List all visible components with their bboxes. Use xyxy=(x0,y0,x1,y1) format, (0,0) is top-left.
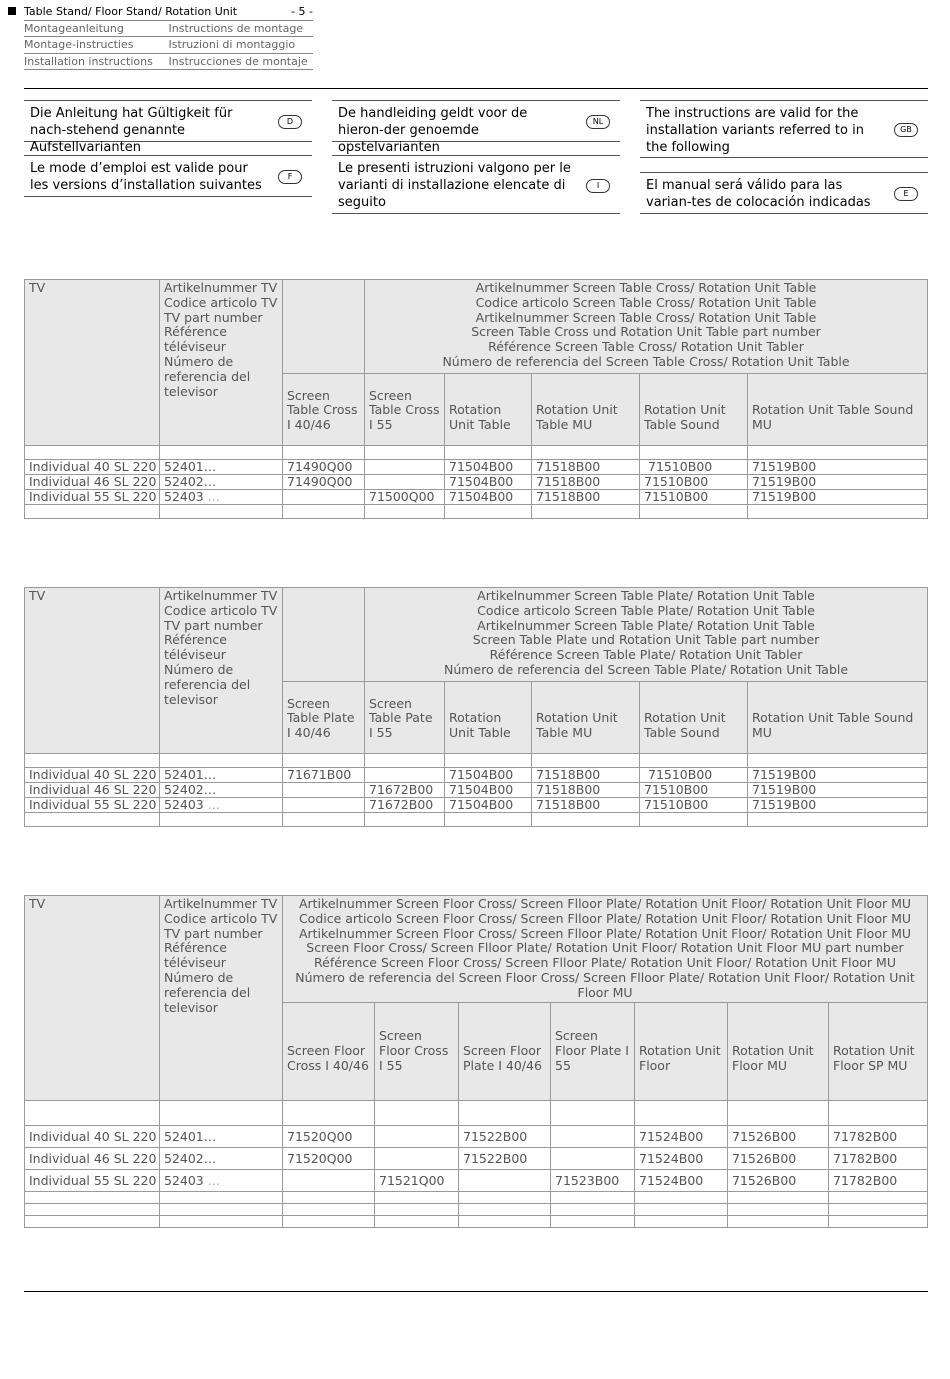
empty-cell xyxy=(25,1191,160,1203)
header-label: Installation instructions xyxy=(24,54,153,68)
tv-part: 52401… xyxy=(160,1125,283,1147)
cell: 71518B00 xyxy=(532,768,640,783)
cell: 71522B00 xyxy=(459,1125,551,1147)
empty-cell xyxy=(635,1203,728,1215)
empty-cell xyxy=(25,1203,160,1215)
cell: 71519B00 xyxy=(748,490,928,505)
column-header: Screen Table Plate I 40/46 xyxy=(283,682,365,754)
column-header: Rotation Unit Table xyxy=(445,682,532,754)
lang-text: De handleiding geldt voor de hieron-der genoemde opstelvarianten xyxy=(338,106,528,155)
empty-cell xyxy=(283,813,365,827)
cell: 71526B00 xyxy=(728,1169,829,1191)
lang-block-nl xyxy=(332,100,620,155)
tv-part: 52402… xyxy=(160,1147,283,1169)
empty-cell xyxy=(748,754,928,768)
page-number: - 5 - xyxy=(291,5,313,18)
cell: 71519B00 xyxy=(748,783,928,798)
empty-cell xyxy=(459,1215,551,1227)
tv-part: 52403 ... xyxy=(160,490,283,505)
cell: 71524B00 xyxy=(635,1125,728,1147)
cell: 71519B00 xyxy=(748,768,928,783)
table-row xyxy=(25,1147,928,1169)
header-label: Montageanleitung xyxy=(24,21,124,35)
cell xyxy=(365,460,445,475)
lang-badge: NL xyxy=(586,115,610,129)
cell: 71504B00 xyxy=(445,783,532,798)
empty-cell xyxy=(459,1191,551,1203)
table-row xyxy=(25,1169,928,1191)
empty-cell xyxy=(635,1191,728,1203)
ellipsis: ... xyxy=(207,1172,220,1188)
cell: 71518B00 xyxy=(532,490,640,505)
lang-badge: GB xyxy=(894,123,918,137)
empty-cell xyxy=(283,1100,375,1125)
empty-cell xyxy=(445,446,532,460)
table-row xyxy=(25,490,928,505)
cell: 71519B00 xyxy=(748,475,928,490)
lang-text: Le presenti istruzioni valgono per le varianti di installazione elencate di seguito xyxy=(338,161,571,210)
group-header: Artikelnummer Screen Floor Cross/ Screen Flloor Plate/ Rotation Unit Floor/ Rotation Unit Floor MU Codice articolo Screen Floor Cross/ Screen Flloor Plate/ Rotation Unit Floor/ Rotation Unit Floor MU Artikelnummer Screen Floor Cross/ Screen Flloor Plate/ Rotation Unit Floor/ Rotation Unit Floor MU Screen Floor Cross/ Screen Flloor Plate/ Rotation Unit Floor/ Rotation Unit Floor MU part number Référence Screen Floor Cross/ Screen Flloor Plate/ Rotation Unit Floor/ Rotation Unit Floor MU Número de referencia del Screen Floor Cross/ Screen Flloor Plate/ Rotation Unit Floor/ Rotation Unit Floor MU xyxy=(283,896,928,1003)
table-screen-table-cross xyxy=(24,279,928,519)
empty-cell xyxy=(25,1100,160,1125)
empty-cell xyxy=(748,446,928,460)
empty-cell xyxy=(365,754,445,768)
column-header: Rotation Unit Table Sound xyxy=(640,374,748,446)
column-header: Screen Table Cross I 55 xyxy=(365,374,445,446)
column-header: Rotation Unit Table MU xyxy=(532,682,640,754)
cell: 71510B00 xyxy=(640,783,748,798)
column-header: Rotation Unit Floor MU xyxy=(728,1002,829,1100)
header-label: Instructions de montage xyxy=(168,21,304,35)
tv-part: 52403 ... xyxy=(160,798,283,813)
lang-badge: E xyxy=(894,187,918,201)
cell: 71671B00 xyxy=(283,768,365,783)
table-row xyxy=(25,1125,928,1147)
column-header: Rotation Unit Floor SP MU xyxy=(829,1002,928,1100)
empty-cell xyxy=(829,1191,928,1203)
empty-cell xyxy=(551,1203,635,1215)
cell: 71510B00 xyxy=(640,490,748,505)
tv-model: Individual 46 SL 220 xyxy=(25,1147,160,1169)
empty-cell xyxy=(160,1191,283,1203)
empty-cell xyxy=(160,1100,283,1125)
tv-part: 52401… xyxy=(160,768,283,783)
empty-cell xyxy=(375,1191,459,1203)
tv-model: Individual 40 SL 220 xyxy=(25,460,160,475)
empty-cell xyxy=(365,505,445,519)
column-header: Screen Table Pate I 55 xyxy=(365,682,445,754)
empty-cell xyxy=(25,505,160,519)
empty-cell xyxy=(532,754,640,768)
cell: 71526B00 xyxy=(728,1147,829,1169)
cell: 71782B00 xyxy=(829,1169,928,1191)
cell: 71518B00 xyxy=(532,460,640,475)
cell: 71504B00 xyxy=(445,475,532,490)
cell: 71504B00 xyxy=(445,460,532,475)
empty-cell xyxy=(365,446,445,460)
cell xyxy=(283,490,365,505)
empty-cell xyxy=(640,754,748,768)
tv-model: Individual 46 SL 220 xyxy=(25,783,160,798)
cell: 71518B00 xyxy=(532,783,640,798)
empty-cell xyxy=(640,813,748,827)
empty-cell xyxy=(532,446,640,460)
group-header: Artikelnummer Screen Table Plate/ Rotation Unit Table Codice articolo Screen Table Plate/ Rotation Unit Table Artikelnummer Screen Table Plate/ Rotation Unit Table Screen Table Plate und Rotation Unit Table part number Référence Screen Table Plate/ Rotation Unit Tabler Número de referencia del Screen Table Plate/ Rotation Unit Table xyxy=(365,588,928,682)
cell: 71523B00 xyxy=(551,1169,635,1191)
column-header: Rotation Unit Table xyxy=(445,374,532,446)
empty-cell xyxy=(283,505,365,519)
cell: 71520Q00 xyxy=(283,1147,375,1169)
empty-cell xyxy=(551,1191,635,1203)
empty-cell xyxy=(283,754,365,768)
cell xyxy=(283,783,365,798)
header-title: Table Stand/ Floor Stand/ Rotation Unit xyxy=(24,5,238,18)
tv-part: 52402… xyxy=(160,783,283,798)
empty-cell xyxy=(160,813,283,827)
part-header: Artikelnummer TV Codice articolo TV TV part number Référence téléviseur Número de referencia del televisor xyxy=(160,280,283,446)
tv-model: Individual 55 SL 220 xyxy=(25,1169,160,1191)
cell xyxy=(459,1169,551,1191)
cell: 71782B00 xyxy=(829,1125,928,1147)
cell: 71518B00 xyxy=(532,798,640,813)
ellipsis: ... xyxy=(207,797,220,812)
empty-cell xyxy=(25,813,160,827)
cell: 71490Q00 xyxy=(283,460,365,475)
table-screen-floor xyxy=(24,895,928,1228)
cell: 71672B00 xyxy=(365,798,445,813)
tv-model: Individual 55 SL 220 xyxy=(25,798,160,813)
cell: 71510B00 xyxy=(640,798,748,813)
empty-cell xyxy=(160,446,283,460)
empty-cell xyxy=(532,505,640,519)
ellipsis: ... xyxy=(207,489,220,504)
column-header: Rotation Unit Floor xyxy=(635,1002,728,1100)
tv-part: 52401… xyxy=(160,460,283,475)
cell: 71518B00 xyxy=(532,475,640,490)
cell: 71519B00 xyxy=(748,798,928,813)
empty-cell xyxy=(640,505,748,519)
empty-cell xyxy=(283,1191,375,1203)
empty-cell xyxy=(375,1215,459,1227)
tv-header: TV xyxy=(25,280,160,446)
empty-cell xyxy=(640,446,748,460)
empty-cell xyxy=(445,754,532,768)
part-header: Artikelnummer TV Codice articolo TV TV part number Référence téléviseur Número de referencia del televisor xyxy=(160,588,283,754)
empty-cell xyxy=(728,1203,829,1215)
header-spacer xyxy=(283,588,365,682)
lang-badge: F xyxy=(278,170,302,184)
table-row xyxy=(25,460,928,475)
header-label: Istruzioni di montaggio xyxy=(168,38,296,51)
column-header: Rotation Unit Table Sound MU xyxy=(748,374,928,446)
empty-cell xyxy=(635,1215,728,1227)
table-row xyxy=(25,783,928,798)
column-header: Screen Floor Plate I 55 xyxy=(551,1002,635,1100)
cell: 71510B00 xyxy=(640,460,748,475)
cell: 71520Q00 xyxy=(283,1125,375,1147)
cell xyxy=(551,1147,635,1169)
tv-model: Individual 46 SL 220 xyxy=(25,475,160,490)
lang-text: The instructions are valid for the installation variants referred to in the following xyxy=(646,106,864,155)
header-spacer xyxy=(283,280,365,374)
cell: 71524B00 xyxy=(635,1147,728,1169)
table-screen-table-plate xyxy=(24,587,928,827)
empty-cell xyxy=(635,1100,728,1125)
empty-cell xyxy=(375,1100,459,1125)
empty-cell xyxy=(160,1215,283,1227)
tv-header: TV xyxy=(25,896,160,1101)
part-header: Artikelnummer TV Codice articolo TV TV part number Référence téléviseur Número de referencia del televisor xyxy=(160,896,283,1101)
lang-block-e xyxy=(640,172,928,214)
empty-cell xyxy=(25,1215,160,1227)
lang-text: Die Anleitung hat Gültigkeit für nach-stehend genannte Aufstellvarianten xyxy=(30,106,233,155)
column-header: Rotation Unit Table Sound xyxy=(640,682,748,754)
empty-cell xyxy=(829,1203,928,1215)
empty-cell xyxy=(445,813,532,827)
column-header: Screen Floor Cross I 40/46 xyxy=(283,1002,375,1100)
empty-cell xyxy=(748,813,928,827)
column-header: Rotation Unit Table MU xyxy=(532,374,640,446)
cell: 71526B00 xyxy=(728,1125,829,1147)
cell: 71500Q00 xyxy=(365,490,445,505)
table-row xyxy=(25,475,928,490)
cell: 71672B00 xyxy=(365,783,445,798)
empty-cell xyxy=(728,1191,829,1203)
cell: 71519B00 xyxy=(748,460,928,475)
tv-part: 52403 ... xyxy=(160,1169,283,1191)
cell: 71521Q00 xyxy=(375,1169,459,1191)
column-header: Screen Floor Plate I 40/46 xyxy=(459,1002,551,1100)
lang-block-i xyxy=(332,155,620,214)
header-label: Instrucciones de montaje xyxy=(168,54,308,68)
empty-cell xyxy=(283,1203,375,1215)
tv-model: Individual 40 SL 220 xyxy=(25,1125,160,1147)
tv-model: Individual 40 SL 220 xyxy=(25,768,160,783)
lang-block-de xyxy=(24,100,312,155)
cell xyxy=(365,768,445,783)
cell: 71504B00 xyxy=(445,490,532,505)
empty-cell xyxy=(283,1215,375,1227)
column-header: Rotation Unit Table Sound MU xyxy=(748,682,928,754)
cell xyxy=(375,1147,459,1169)
empty-cell xyxy=(365,813,445,827)
empty-cell xyxy=(748,505,928,519)
cell xyxy=(375,1125,459,1147)
column-header: Screen Floor Cross I 55 xyxy=(375,1002,459,1100)
cell: 71504B00 xyxy=(445,798,532,813)
cell: 71782B00 xyxy=(829,1147,928,1169)
empty-cell xyxy=(532,813,640,827)
lang-block-gb xyxy=(640,100,928,158)
column-header: Screen Table Cross I 40/46 xyxy=(283,374,365,446)
header-label: Montage-instructies xyxy=(24,38,134,51)
cell xyxy=(283,798,365,813)
table-row xyxy=(25,768,928,783)
tv-header: TV xyxy=(25,588,160,754)
empty-cell xyxy=(829,1100,928,1125)
cell: 71524B00 xyxy=(635,1169,728,1191)
cell xyxy=(551,1125,635,1147)
table-row xyxy=(25,798,928,813)
divider xyxy=(24,1291,928,1292)
empty-cell xyxy=(160,754,283,768)
divider xyxy=(24,88,928,89)
cell xyxy=(283,1169,375,1191)
lang-block-f xyxy=(24,155,312,197)
empty-cell xyxy=(728,1215,829,1227)
empty-cell xyxy=(728,1100,829,1125)
empty-cell xyxy=(551,1215,635,1227)
page-header xyxy=(24,4,313,70)
empty-cell xyxy=(829,1215,928,1227)
lang-text: El manual será válido para las varian-tes de colocación indicadas xyxy=(646,178,871,210)
empty-cell xyxy=(445,505,532,519)
empty-cell xyxy=(160,505,283,519)
lang-text: Le mode d’emploi est valide pour les versions d’installation suivantes xyxy=(30,161,262,193)
group-header: Artikelnummer Screen Table Cross/ Rotation Unit Table Codice articolo Screen Table Cross/ Rotation Unit Table Artikelnummer Screen Table Cross/ Rotation Unit Table Screen Table Cross und Rotation Unit Table part number Référence Screen Table Cross/ Rotation Unit Tabler Número de referencia del Screen Table Cross/ Rotation Unit Table xyxy=(365,280,928,374)
lang-badge: I xyxy=(586,179,610,193)
cell xyxy=(365,475,445,490)
cell: 71510B00 xyxy=(640,768,748,783)
empty-cell xyxy=(375,1203,459,1215)
empty-cell xyxy=(551,1100,635,1125)
lang-badge: D xyxy=(278,115,302,129)
cell: 71522B00 xyxy=(459,1147,551,1169)
cell: 71504B00 xyxy=(445,768,532,783)
empty-cell xyxy=(283,446,365,460)
empty-cell xyxy=(459,1203,551,1215)
section-bullet xyxy=(8,7,16,15)
tv-model: Individual 55 SL 220 xyxy=(25,490,160,505)
empty-cell xyxy=(160,1203,283,1215)
cell: 71490Q00 xyxy=(283,475,365,490)
cell: 71510B00 xyxy=(640,475,748,490)
empty-cell xyxy=(25,446,160,460)
tv-part: 52402… xyxy=(160,475,283,490)
empty-cell xyxy=(459,1100,551,1125)
empty-cell xyxy=(25,754,160,768)
